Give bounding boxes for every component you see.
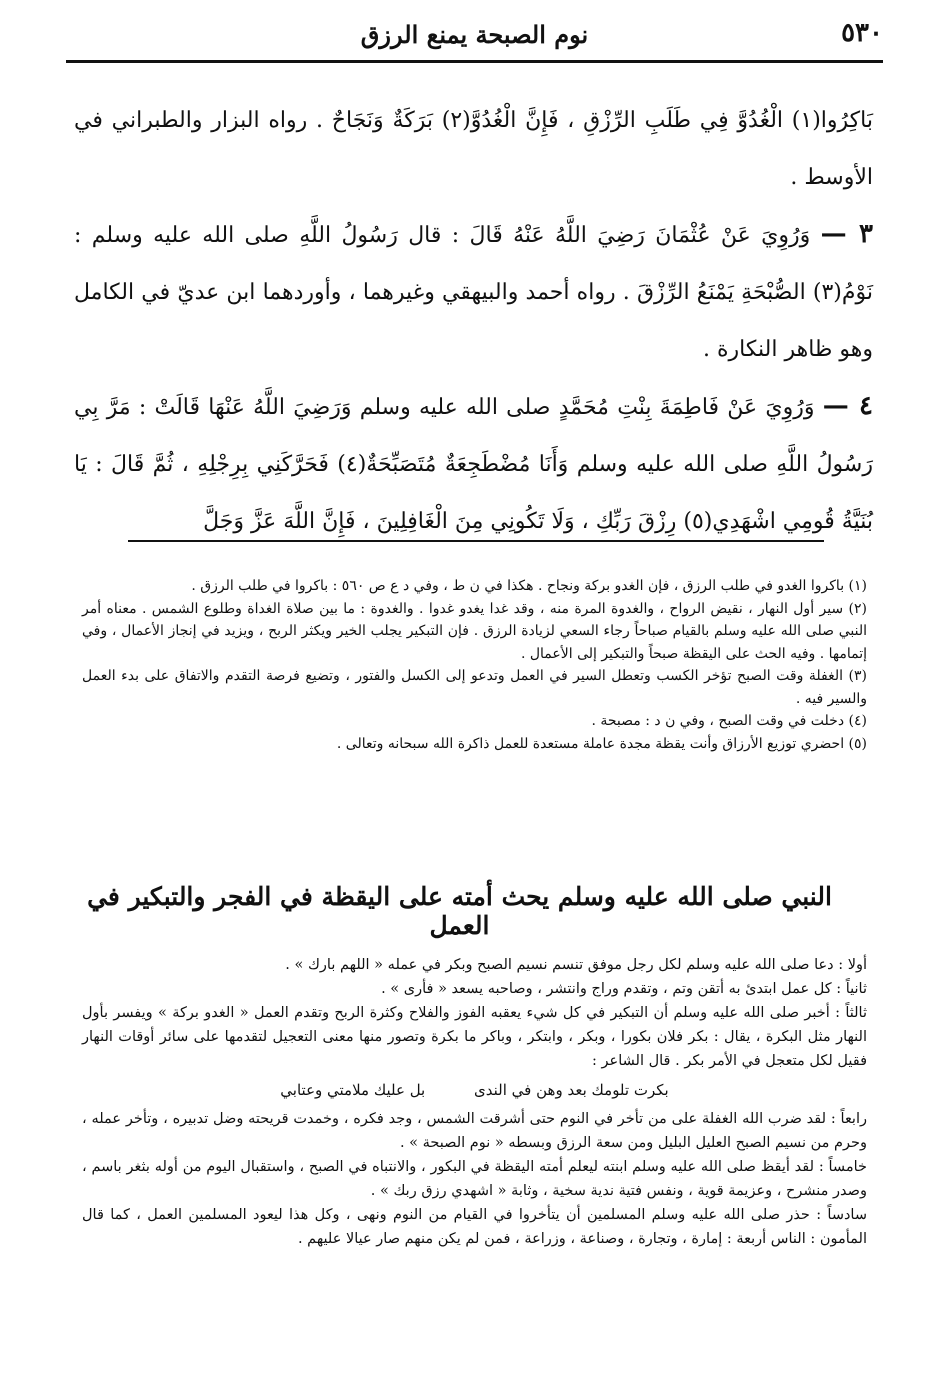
footnote: (٥) احضري توزيع الأرزاق وأنت يقظة مجدة عاملة مستعدة للعمل ذاكرة الله سبحانه وتعالى . — [336, 735, 867, 752]
hadith-paragraph — [74, 206, 873, 378]
commentary-paragraph: أولا : دعا صلى الله عليه وسلم لكل رجل موفق تنسم نسيم الصبح وبكر في عمله « اللهم بارك » . — [285, 957, 867, 973]
commentary-paragraph: رابعاً : لقد ضرب الله الغفلة على من تأخر في النوم حتى أشرقت الشمس ، وجد فكره ، وخمدت قريحته وضل تدبيره ، وتأخر عمله ، وحرم من نسيم الصبح العليل البليل ومن سعة الرزق وبسطه « نوم الصبحة » . — [82, 1111, 867, 1151]
commentary-paragraph: ثالثاً : أخبر صلى الله عليه وسلم أن التبكير في كل شيء يعقبه الفوز والفلاح وكثرة الربح وتقدم العمل « الغدو بركة » ويفسر بأول النهار مثل البكرة ، يقال : بكر فلان بكورا ، وبكر ، وابتكر ، وباكر ما بكرة وتصور منها معنى التعجيل لتقدمها على سائر أوقات النهار فقيل لكل متعجل في الأمر بكر . قال الشاعر : — [82, 1005, 867, 1069]
footnotes — [82, 575, 867, 755]
page-number: ٥٣٠ — [841, 18, 883, 48]
verse-first-half: بكرت تلومك بعد وهن في الندى — [474, 1081, 669, 1099]
footnote: (٣) الغفلة وقت الصبح تؤخر الكسب وتعطل السير في العمل وتدعو إلى الكسل والفتور ، وتضيع فرصة التقدم والاتفاق على بدء العمل والسير فيه . — [82, 668, 868, 707]
hadith-number: ٣ — — [820, 219, 873, 249]
hadith-text: بَاكِرُوا(١) الْغُدُوَّ فِي طَلَبِ الرِّزْقِ ، فَإِنَّ الْغُدُوَّ(٢) بَرَكَةٌ وَنَجَاحٌ . رواه البزار والطبراني في الأوسط . — [74, 108, 873, 190]
verse-second-half: بل عليك ملامتي وعتابي — [280, 1081, 426, 1099]
hadith-paragraph — [74, 378, 873, 550]
footnote: (٤) دخلت في وقت الصبح ، وفي ن د : مصبحة . — [591, 713, 867, 729]
commentary-paragraph: سادساً : حذر صلى الله عليه وسلم المسلمين أن يتأخروا في القيام من النوم ونهى ، وكل هذا ليعود المسلمين العمل ، كما قال المأمون : الناس أربعة : إمارة ، وتجارة ، وصناعة ، وزراعة ، فمن لم يكن منهم صار عيالا عليهم . — [82, 1207, 868, 1247]
commentary-paragraph: ثانياً : كل عمل ابتدئ به أتقن وتم ، وتقدم وراج وانتشر ، وصاحبه يسعد « فأرى » . — [381, 981, 867, 997]
footnote: (٢) سير أول النهار ، نقيض الرواح ، والغدوة المرة منه ، وقد غدا يغدو غدوا . والغدوة : ما بين صلاة الغداة وطلوع الشمس . معناه أمر النبي صلى الله عليه وسلم بالقيام صباحاً رجاء السعي لزيادة الرزق . فإن التبكير يجلب الخير ويكثر الربح ، ويزيد في إنجاز الأعمال ، وفي إتمامها . وفيه الحث على اليقظة صبحاً والتبكير إلى الأعمال . — [82, 600, 867, 662]
main-text — [74, 92, 873, 550]
hadith-paragraph — [74, 92, 873, 206]
hadith-number: ٤ — — [822, 391, 873, 421]
hadith-text: وَرُوِيَ عَنْ فَاطِمَةَ بِنْتِ مُحَمَّدٍ صلى الله عليه وسلم وَرَضِيَ اللَّهُ عَنْهَا قَالَتْ : مَرَّ بِي رَسُولُ اللَّهِ صلى الله عليه وسلم وَأَنَا مُضْطَجِعَةٌ مُتَصَبِّحَةٌ(٤) فَحَرَّكَنِي بِرِجْلِهِ ، ثُمَّ قَالَ : يَا بُنَيَّةُ قُومِي اشْهَدِي(٥) رِزْقَ رَبِّكِ ، وَلَا تَكُونِي مِنَ الْغَافِلِينَ ، فَإِنَّ اللَّهَ عَزَّ وَجَلَّ — [74, 395, 873, 534]
page-header — [66, 14, 883, 56]
header-rule — [66, 60, 883, 63]
commentary-paragraph: خامساً : لقد أيقظ صلى الله عليه وسلم ابنته ليعلم أمته اليقظة في البكور ، والانتباه في الصبح ، واستقبال اليوم من أوله بثغر باسم ، وصدر منشرح ، وعزيمة قوية ، ونفس فتية ندية سخية ، وثابة « اشهدي رزق ربك » . — [82, 1159, 867, 1199]
footnote: (١) باكروا الغدو في طلب الرزق ، فإن الغدو بركة ونجاح . هكذا في ن ط ، وفي د ع ص ٥٦٠ : باكروا في طلب الرزق . — [191, 578, 867, 594]
poem-verse — [82, 1073, 867, 1107]
section-heading: النبي صلى الله عليه وسلم يحث أمته على اليقظة في الفجر والتبكير في العمل — [87, 882, 832, 940]
commentary — [82, 953, 867, 1251]
footnote-rule — [128, 540, 824, 542]
running-title: نوم الصبحة يمنع الرزق — [360, 20, 589, 49]
hadith-text: وَرُوِيَ عَنْ عُثْمَانَ رَضِيَ اللَّهُ عَنْهُ قَالَ : قال رَسُولُ اللَّهِ صلى الله عليه وسلم : نَوْمُ(٣) الصُّبْحَةِ يَمْنَعُ الرِّزْقَ . رواه أحمد والبيهقي وغيرهما ، وأوردهما ابن عديّ في الكامل وهو ظاهر النكارة . — [74, 223, 873, 362]
